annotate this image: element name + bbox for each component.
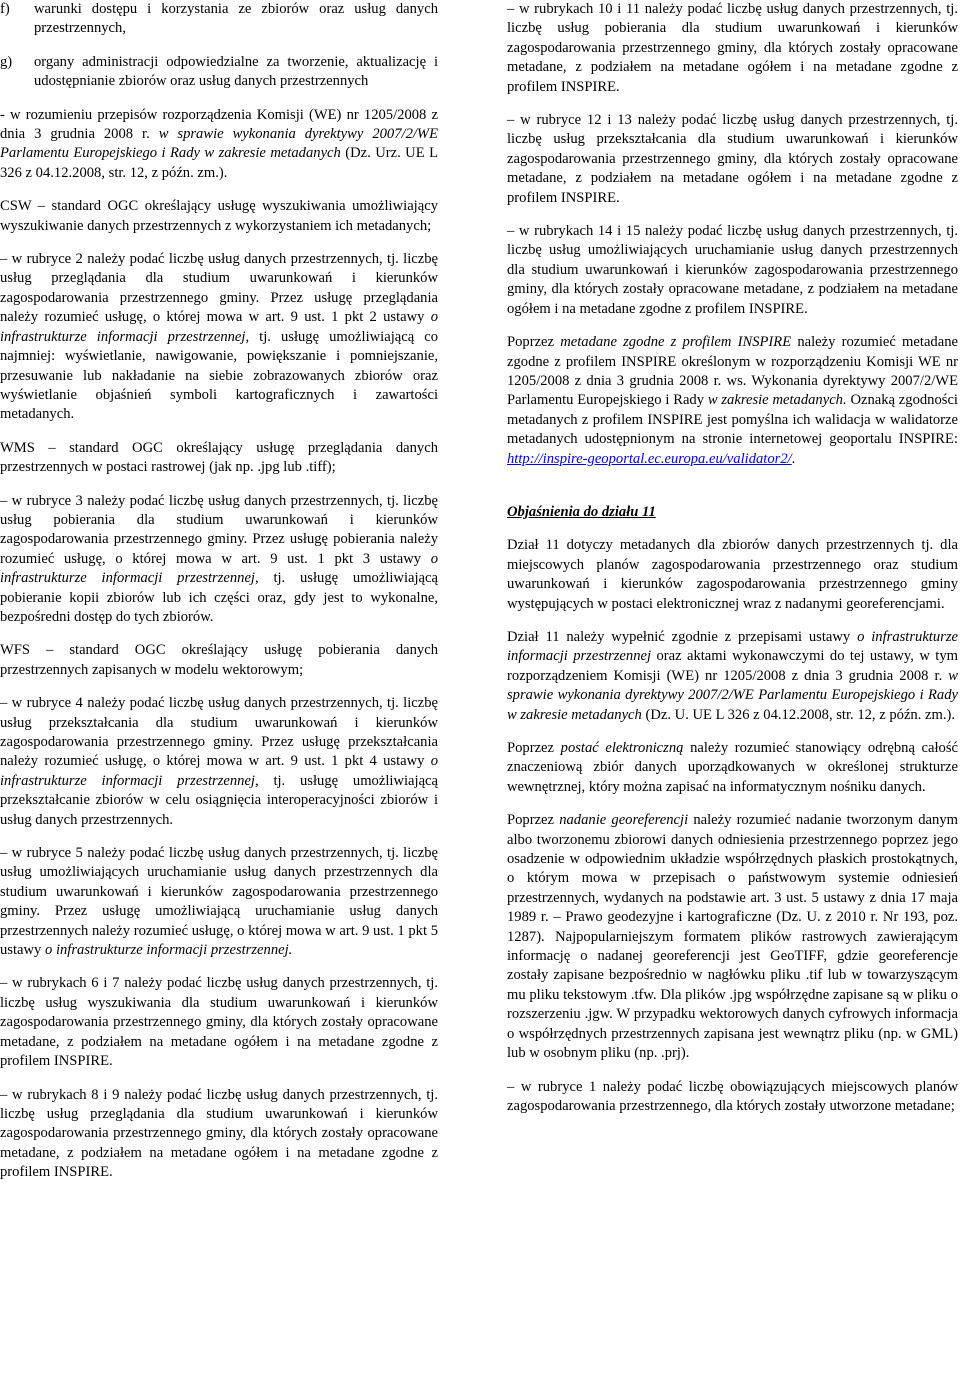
- right-column: [507, 0, 958, 1116]
- item-text: organy administracji odpowiedzialne za tworzenie, aktualizację i udostępnianie zbiorów oraz usług danych przestrzennych: [34, 53, 438, 90]
- rubric-10-11-paragraph: – w rubrykach 10 i 11 należy podać liczbę usług danych przestrzennych, tj. liczbę usług pobierania dla studium uwarunkowań i kierunków zagospodarowania przestrzennego gminy, dla których zostały opracowane metadane, z podziałem na metadane ogółem i na metadane zgodne z profilem INSPIRE.: [507, 1, 958, 95]
- georeference-paragraph: Poprzez nadanie georeferencji należy rozumieć nadanie tworzonym danym albo tworzonemu zbiorowi danych odniesienia przestrzennego poprzez jego osadzenie w odpowiednim układzie współrzędnych płaskich prostokątnych, o którym mowa w przepisach o państwowym systemie odniesień przestrzennych, wydanych na podstawie art. 3 ust. 5 ustawy z dnia 17 maja 1989 r. – Prawo geodezyjne i kartograficzne (Dz. U. z 2010 r. Nr 193, poz. 1287). Najpopularniejszym formatem plików rastrowych zawierającym informację o nadanej georeferencji jest GeoTIFF, gdzie georeferencje zostały zapisane bezpośrednio w nagłówku pliku .tif lub w towarzyszącym mu pliku tekstowym .tfw. Dla plików .jpg współrzędne zapisane są w pliku o rozszerzeniu .jgw. W przypadku wektorowych danych cyfrowych informacja o współrzędnych przestrzennych zapisana jest wewnątrz pliku (np. w GML) lub w osobnym pliku (np. .prj).: [507, 812, 958, 1062]
- validator-link[interactable]: http://inspire-geoportal.ec.europa.eu/validator2/: [507, 450, 792, 467]
- dzial-11-rules-paragraph: Dział 11 należy wypełnić zgodnie z przepisami ustawy o infrastrukturze informacji przestrzennej oraz aktami wykonawczymi do tej ustawy, w tym rozporządzeniem Komisji (WE) nr 1205/2008 z dnia 3 grudnia 2008 r. w sprawie wykonania dyrektywy 2007/2/WE Parlamentu Europejskiego i Rady w zakresie metadanych (Dz. U. UE L 326 z 04.12.2008, str. 12, z późn. zm.).: [507, 628, 958, 723]
- item-label: g): [0, 53, 13, 70]
- item-text: warunki dostępu i korzystania ze zbiorów oraz usług danych przestrzennych,: [34, 1, 438, 37]
- wms-paragraph: WMS – standard OGC określający usługę przeglądania danych przestrzennych w postaci rastrowej (jak np. .jpg lub .tiff);: [0, 439, 438, 476]
- section-heading: Objaśnienia do działu 11: [507, 503, 656, 520]
- wfs-paragraph: WFS – standard OGC określający usługę pobierania danych przestrzennych zapisanych w modelu wektorowym;: [0, 642, 438, 678]
- list-item-g: [0, 53, 438, 92]
- electronic-form-paragraph: Poprzez postać elektroniczną należy rozumieć stanowiący odrębną całość znaczeniową zbiór danych uporządkowanych w określonej strukturze wewnętrznej, który można zapisać na informatycznym nośniku danych.: [507, 740, 958, 795]
- rubric-12-13-paragraph: – w rubryce 12 i 13 należy podać liczbę usług danych przestrzennych, tj. liczbę usług przekształcania dla studium uwarunkowań i kierunków zagospodarowania przestrzennego gminy, dla których zostały opracowane metadane, z podziałem na metadane ogółem i na metadane zgodne z profilem INSPIRE.: [507, 112, 958, 206]
- rubric-6-7-paragraph: – w rubrykach 6 i 7 należy podać liczbę usług danych przestrzennych, tj. liczbę usług wyszukiwania dla studium uwarunkowań i kierunków zagospodarowania przestrzennego gminy, dla których zostały opracowane metadane, z podziałem na metadane ogółem i na metadane zgodne z profilem INSPIRE.: [0, 975, 438, 1070]
- rubric-8-9-paragraph: – w rubrykach 8 i 9 należy podać liczbę usług danych przestrzennych, tj. liczbę usług przeglądania dla studium uwarunkowań i kierunków zagospodarowania przestrzennego gminy, dla których zostały opracowane metadane, z podziałem na metadane ogółem i na metadane zgodne z profilem INSPIRE.: [0, 1086, 438, 1181]
- definition-paragraph: - w rozumieniu przepisów rozporządzenia Komisji (WE) nr 1205/2008 z dnia 3 grudnia 2008 r. w sprawie wykonania dyrektywy 2007/2/WE Parlamentu Europejskiego i Rady w zakresie metadanych (Dz. Urz. UE L 326 z 04.12.2008, str. 12, z późn. zm.).: [0, 106, 438, 181]
- dzial-11-scope-paragraph: Dział 11 dotyczy metadanych dla zbiorów danych przestrzennych tj. dla miejscowych planów zagospodarowania przestrzennego oraz studium uwarunkowań i kierunków zagospodarowania przestrzennego gminy występujących w postaci elektronicznej wraz z nadanymi georeferencjami.: [507, 537, 958, 612]
- rubric-3-paragraph: – w rubryce 3 należy podać liczbę usług danych przestrzennych, tj. liczbę usług pobierania dla studium uwarunkowań i kierunków zagospodarowania przestrzennego gminy. Przez usługę pobierania należy rozumieć usługę, o której mowa w art. 9 ust. 1 pkt 3 ustawy o infrastrukturze informacji przestrzennej, tj. usługę umożliwiającą pobieranie kopii zbiorów lub ich części oraz, gdy jest to wykonalne, bezpośredni dostęp do tych zbiorów.: [0, 492, 438, 625]
- item-label: f): [0, 1, 10, 17]
- csw-paragraph: CSW – standard OGC określający usługę wyszukiwania umożliwiający wyszukiwanie danych przestrzennych z wykorzystaniem ich metadanych;: [0, 198, 438, 234]
- list-item-f: [0, 0, 438, 39]
- left-column: [0, 0, 438, 1183]
- inspire-profile-paragraph: Poprzez metadane zgodne z profilem INSPIRE należy rozumieć metadane zgodne z profilem INSPIRE określonym w rozporządzeniu Komisji WE nr 1205/2008 z dnia 3 grudnia 2008 r. ws. Wykonania dyrektywy 2007/2/WE Parlamentu Europejskiego i Rady w zakresie metadanych. Oznaką zgodności metadanych z profilem INSPIRE jest pomyślna ich walidacja w walidatorze metadanych udostępnionym na stronie internetowej geoportalu INSPIRE: http://inspire-geoportal.ec.europa.eu/validator2/.: [507, 334, 958, 467]
- rubric-1-paragraph: – w rubryce 1 należy podać liczbę obowiązujących miejscowych planów zagospodarowania przestrzennego, dla których zostały utworzone metadane;: [507, 1078, 958, 1114]
- rubric-5-paragraph: – w rubryce 5 należy podać liczbę usług danych przestrzennych, tj. liczbę usług umożliwiających uruchamianie usług danych przestrzennych dla studium uwarunkowań i kierunków zagospodarowania przestrzennego gminy. Przez usługę umożliwiającą uruchamianie usług danych przestrzennych należy rozumieć usługę, o której mowa w art. 9 ust. 1 pkt 5 ustawy o infrastrukturze informacji przestrzennej.: [0, 845, 438, 959]
- rubric-4-paragraph: – w rubryce 4 należy podać liczbę usług danych przestrzennych, tj. liczbę usług przekształcania dla studium uwarunkowań i kierunków zagospodarowania przestrzennego gminy. Przez usługę przekształcania należy rozumieć usługę, o której mowa w art. 9 ust. 1 pkt 4 ustawy o infrastrukturze informacji przestrzennej, tj. usługę umożliwiającą przekształcanie zbiorów w celu osiągnięcia interoperacyjności zbiorów i usług danych przestrzennych.: [0, 695, 438, 828]
- rubric-14-15-paragraph: – w rubrykach 14 i 15 należy podać liczbę usług danych przestrzennych, tj. liczbę usług umożliwiających uruchamianie usług danych przestrzennych dla studium uwarunkowań i kierunków zagospodarowania przestrzennego gminy, dla których zostały opracowane metadane, z podziałem na metadane ogółem i na metadane zgodne z profilem INSPIRE.: [507, 223, 958, 317]
- rubric-2-paragraph: – w rubryce 2 należy podać liczbę usług danych przestrzennych, tj. liczbę usług przeglądania dla studium uwarunkowań i kierunków zagospodarowania przestrzennego gminy. Przez usługę przeglądania należy rozumieć usługę, o której mowa w art. 9 ust. 1 pkt 2 ustawy o infrastrukturze informacji przestrzennej, tj. usługę umożliwiającą co najmniej: wyświetlanie, nawigowanie, powiększanie i pomniejszanie, przesuwanie lub nakładanie na siebie zobrazowanych zbiorów oraz wyświetlanie objaśnień symboli kartograficznych i zawartości metadanych.: [0, 251, 439, 423]
